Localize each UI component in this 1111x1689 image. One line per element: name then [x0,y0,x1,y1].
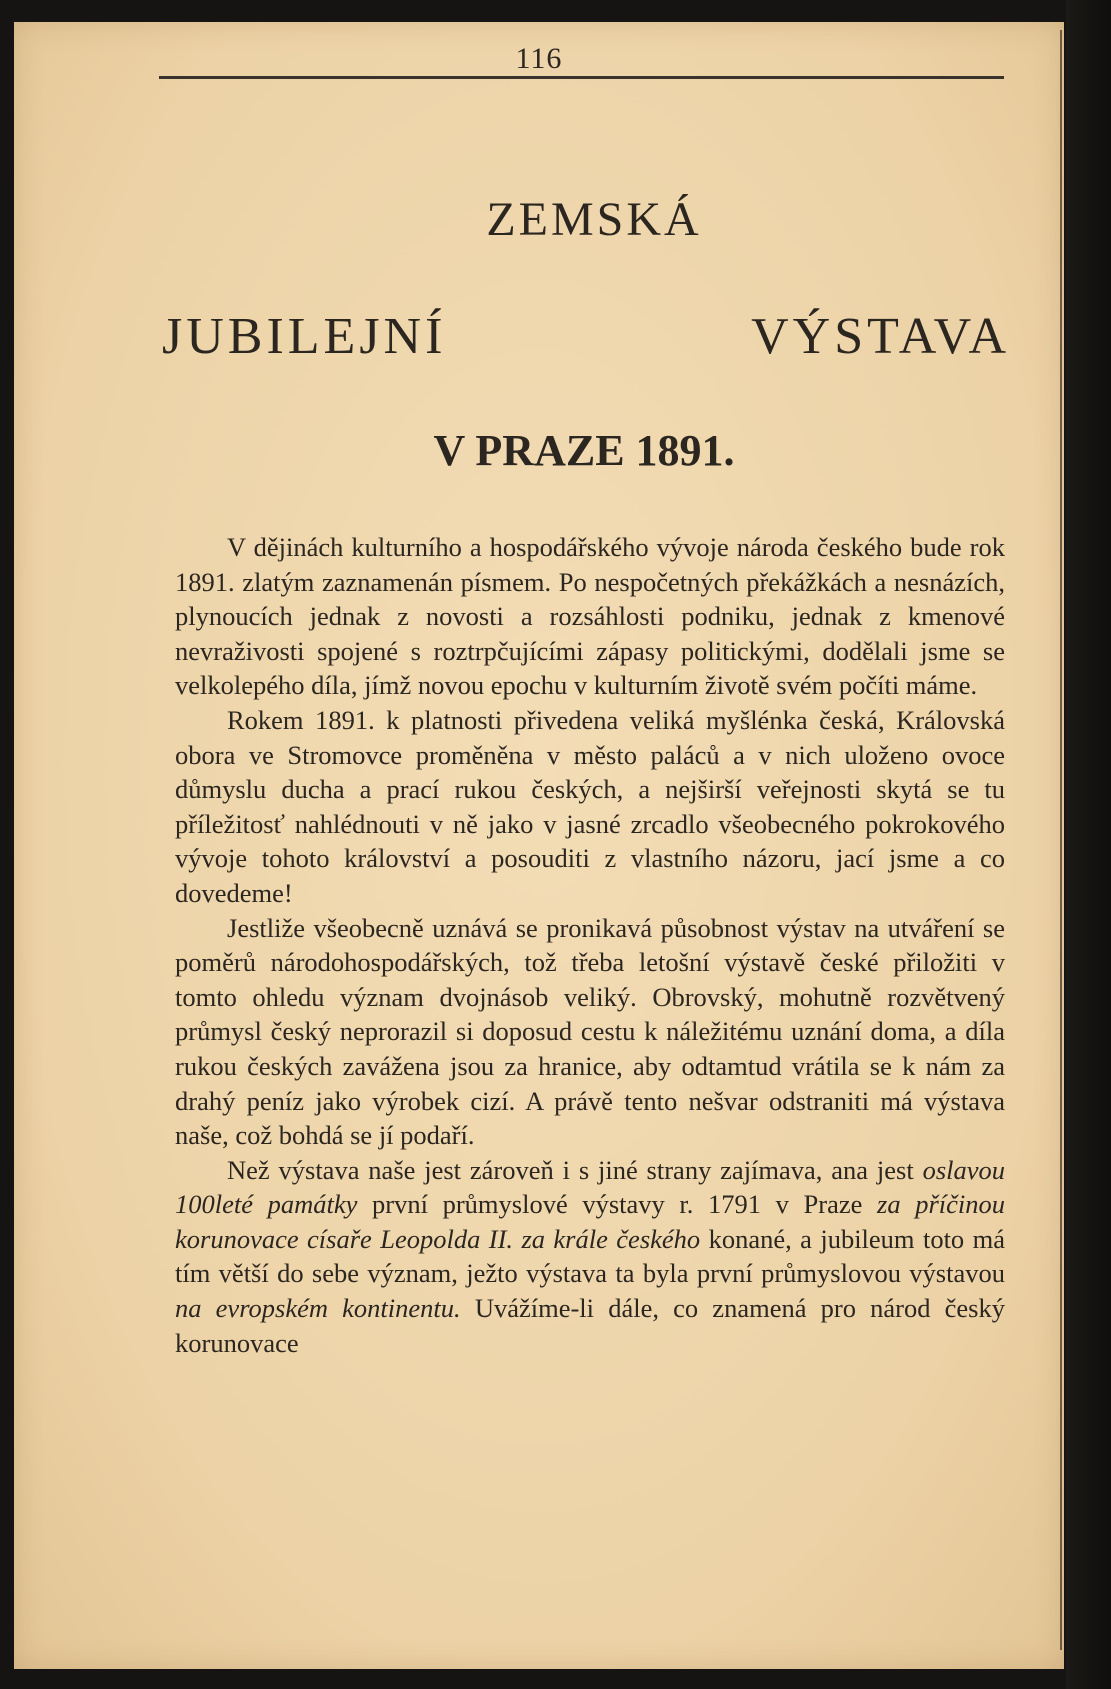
page-gutter-line [1060,30,1062,1650]
article-body [175,530,1005,1360]
book-spine-edge [1066,0,1111,1689]
paragraph-2: Rokem 1891. k platnosti přivedena veliká myšlénka česká, Královská obora ve Stromovce proměněna v město paláců a v nich uloženo ovoce důmyslu ducha a prací rukou českých, a nejširší veřejnosti skytá se tu příležitosť nahlédnouti v ně jako v jasné zrcadlo všeobecného pokrokového vývoje tohoto království a posouditi z vlastního názoru, jací jsme a co dovedeme! [175,704,1005,908]
paragraph-1: V dějinách kulturního a hospodářského vývoje národa českého bude rok 1891. zlatým zaznamenán písmem. Po nespočetných překážkách a nesnázích, plynoucích jednak z novosti a rozsáhlosti podniku, jednak z kmenové nevraživosti spojené s roztrpčujícími zápasy politickými, dodělali jsme se velkolepého díla, jímž novou epochu v kulturním životě svém počíti máme. [175,532,1005,701]
paragraph-4 [175,1153,1005,1361]
paragraph-4-italic-1: oslavou 100leté památky [175,1154,1005,1220]
title-line-3: V PRAZE 1891. [433,426,735,475]
title-line-1: ZEMSKÁ [486,193,702,246]
paragraph-4-part-4: Uvážíme-li dále, co znamená pro národ český korunovace [175,1293,1005,1358]
book-page [14,22,1064,1669]
paragraph-4-part-3: konané, a jubileum toto má tím větší do sebe význam, ježto výstava ta byla první průmyslovou výstavou [175,1223,1005,1289]
paragraph-4-part-2: první průmyslové výstavy r. 1791 v Praze [357,1189,877,1220]
paragraph-4-italic-3: na evropském kontinentu. [175,1293,461,1324]
title-line-2: JUBILEJNÍ VÝSTAVA [162,308,1010,365]
paragraph-4-part-1: Než výstava naše jest zároveň i s jiné strany zajímava, ana jest [227,1154,923,1185]
paragraph-3: Jestliže všeobecně uznává se pronikavá působnost výstav na utváření se poměrů národohospodářských, tož třeba letošní výstavě české přiložiti v tomto ohledu význam dvojnásob veliký. Obrovský, mohutně rozvětvený průmysl český neprorazil si doposud cestu k náležitému uznání doma, a díla rukou českých zavážena jsou za hranice, aby odtamtud vrátila se k nám za drahý peníz jako výrobek cizí. A právě tento nešvar odstraniti má výstava naše, což bohdá se jí podaří. [175,912,1005,1151]
paragraph-4-italic-2: za příčinou korunovace císaře Leopolda II. za krále českého [175,1189,1005,1254]
header-rule [159,76,1004,79]
page-number: 116 [515,42,563,75]
